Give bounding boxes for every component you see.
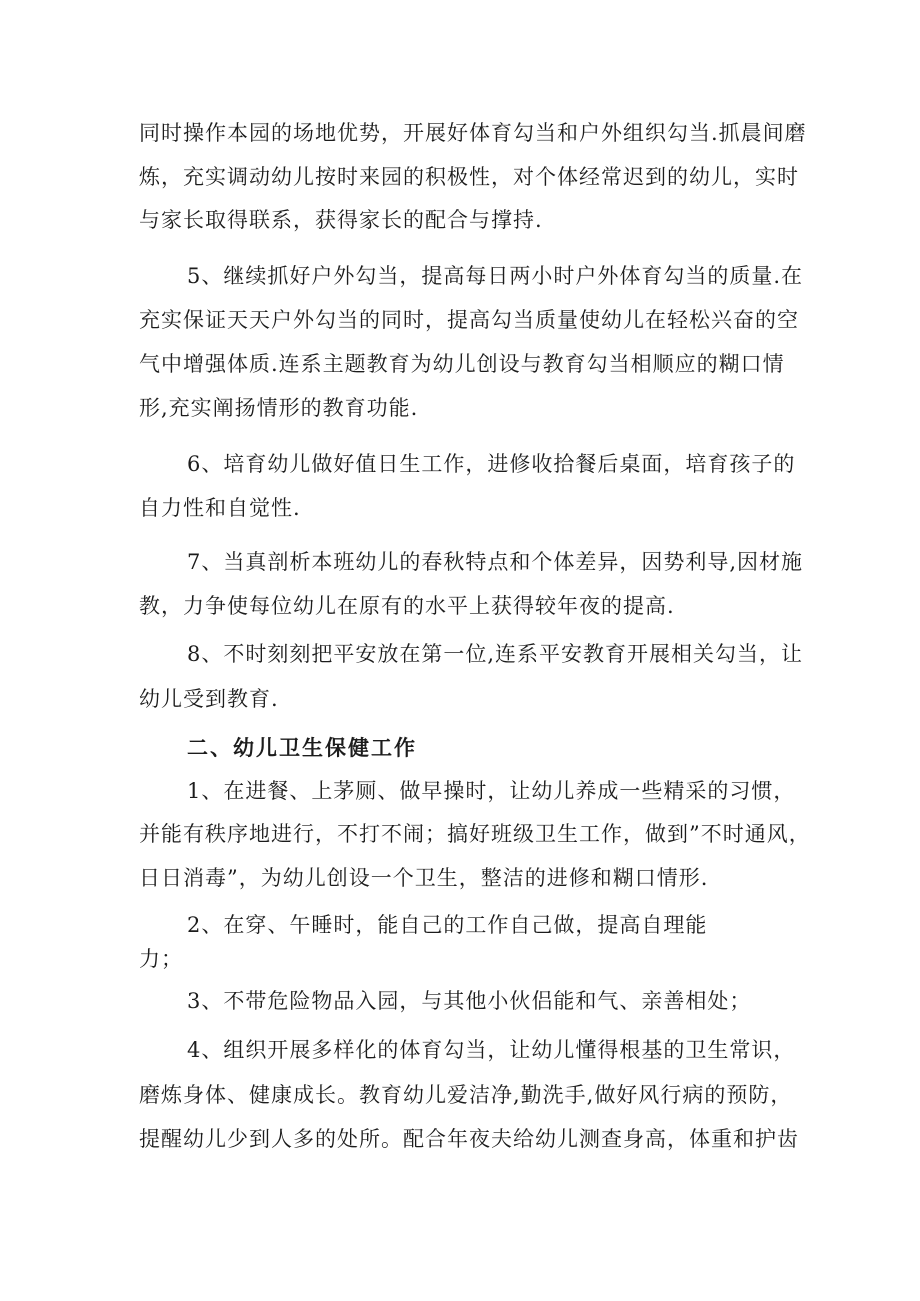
list-item-6-line: 6、培育幼儿做好值日生工作，进修收拾餐后桌面，培育孩子的 [187,452,796,476]
paragraph-line: 同时操作本园的场地优势，开展好体育勾当和户外组织勾当.抓晨间磨 [139,121,807,145]
health-item-4-line: 4、组织开展多样化的体育勾当，让幼儿懂得根基的卫生常识， [187,1038,796,1062]
list-item-7-line: 7、当真剖析本班幼儿的春秋特点和个体差异，因势利导,因材施 [187,550,804,574]
health-item-4-line: 提醒幼儿少到人多的处所。配合年夜夫给幼儿测查身高，体重和护齿 [139,1127,799,1151]
health-item-1-line: 并能有秩序地进行，不打不闹；搞好班级卫生工作，做到”不时通风， [139,822,811,846]
list-item-8-line: 幼儿受到教育. [139,687,279,711]
list-item-5-line: 形,充实阐扬情形的教育功能. [139,396,419,420]
health-item-3-line: 3、不带危险物品入园，与其他小伙侣能和气、亲善相处； [187,989,752,1013]
section-heading: 二、幼儿卫生保健工作 [187,735,417,760]
list-item-8-line: 8、不时刻刻把平安放在第一位,连系平安教育开展相关勾当，让 [187,642,804,666]
list-item-5-line: 5、继续抓好户外勾当，提高每日两小时户外体育勾当的质量.在 [187,264,804,288]
health-item-1-line: 日日消毒”，为幼儿创设一个卫生，整洁的进修和糊口情形. [139,866,709,890]
health-item-4-line: 磨炼身体、健康成长。教育幼儿爱洁净,勤洗手,做好风行病的预防， [139,1083,793,1107]
paragraph-line: 炼，充实调动幼儿按时来园的积极性，对个体经常迟到的幼儿，实时 [139,165,799,189]
health-item-1-line: 1、在进餐、上茅厕、做早操时，让幼儿养成一些精采的习惯， [187,779,796,803]
health-item-2-line: 力； [139,947,183,971]
list-item-6-line: 自力性和自觉性. [139,496,301,520]
health-item-2-line: 2、在穿、午睡时，能自己的工作自己做，提高自理能 [187,913,708,937]
list-item-7-line: 教，力争使每位幼儿在原有的水平上获得较年夜的提高. [139,594,675,618]
list-item-5-line: 气中增强体质.连系主题教育为幼儿创设与教育勾当相顺应的糊口情 [139,352,785,376]
list-item-5-line: 充实保证天天户外勾当的同时，提高勾当质量使幼儿在轻松兴奋的空 [139,308,799,332]
paragraph-line: 与家长取得联系，获得家长的配合与撑持. [139,208,543,232]
